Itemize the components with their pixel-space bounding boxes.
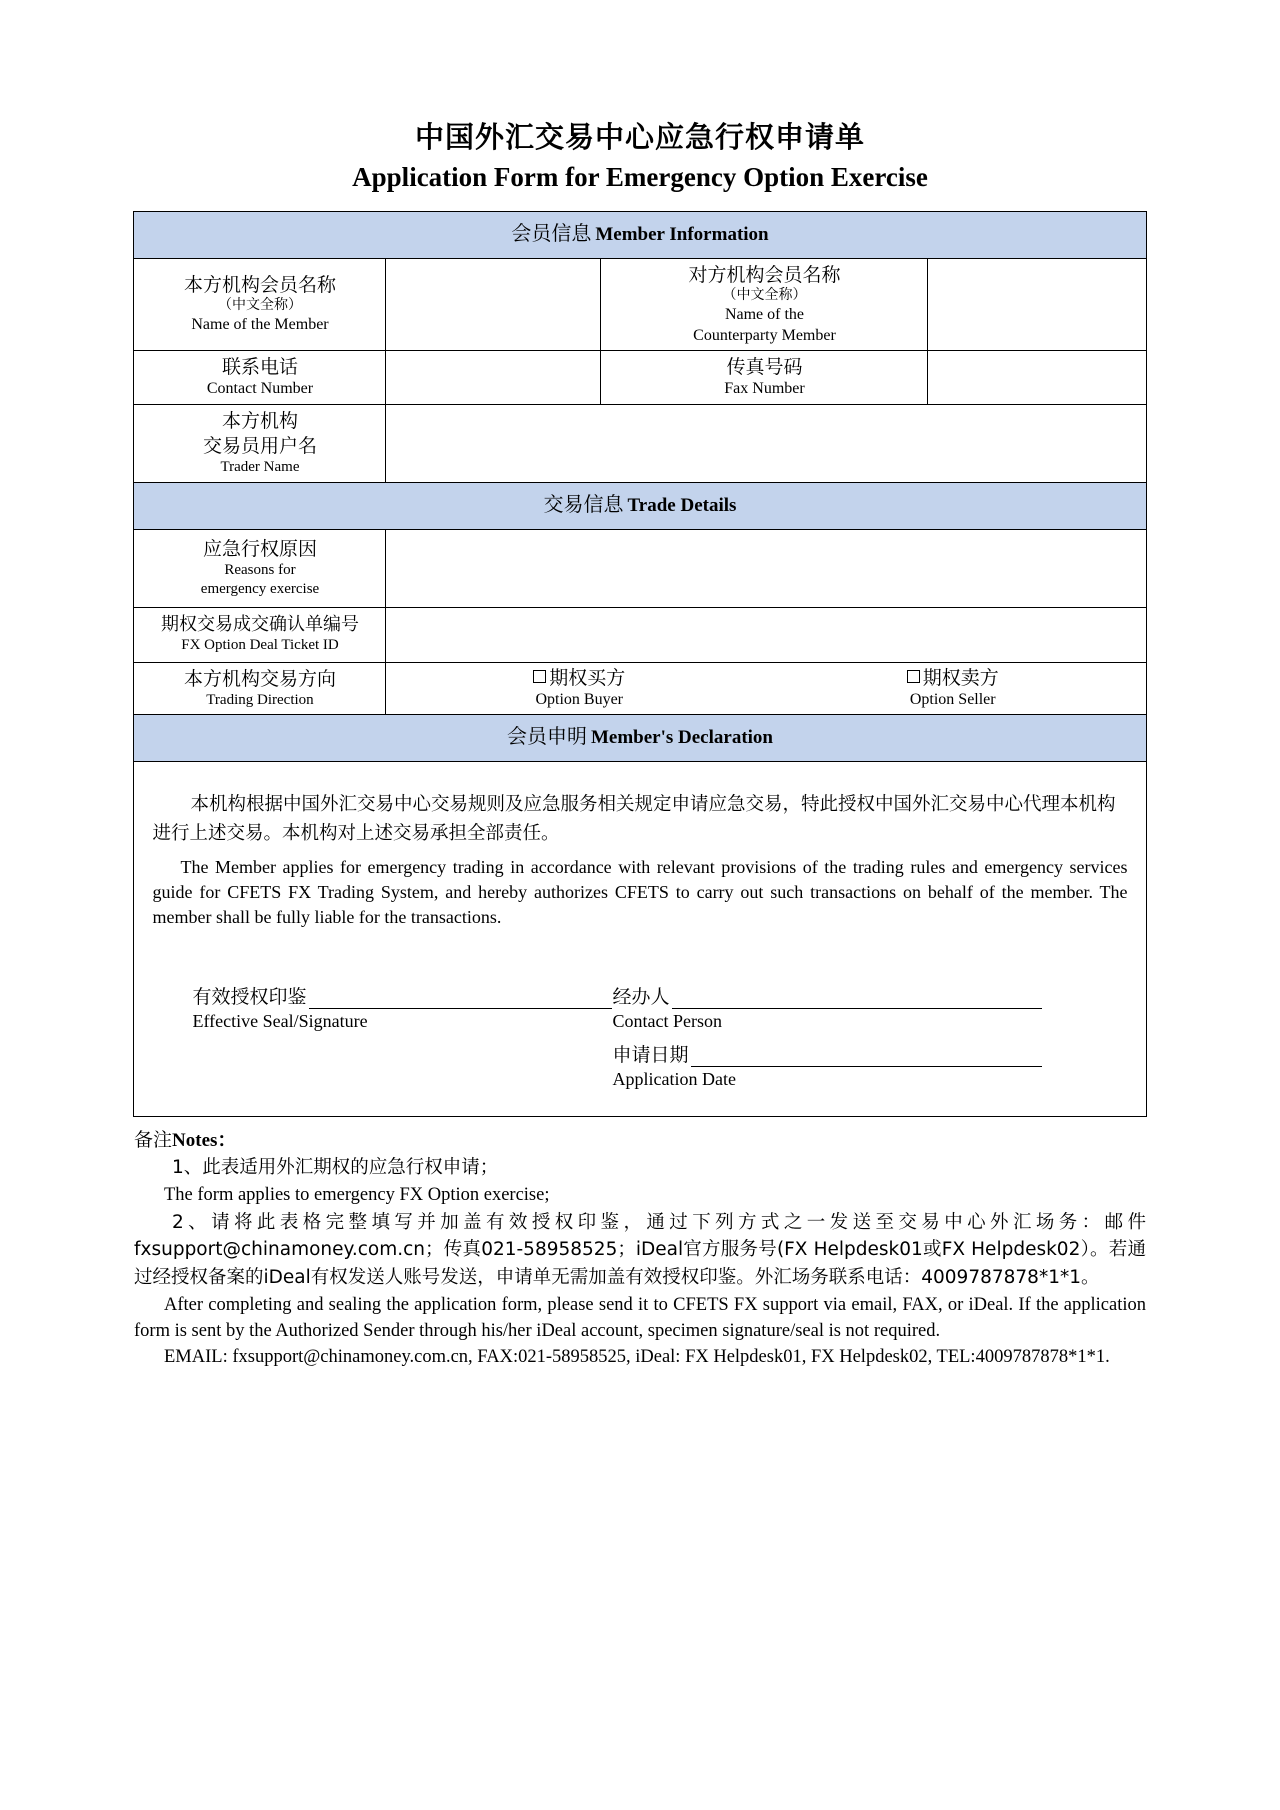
- declaration-paragraph-en: The Member applies for emergency trading in accordance with relevant provisions of the trading rules and emergency services guide for CFETS FX Trading System, and hereby authorizes CFETS to carry out such transactions on behalf of the member. The member shall be fully liable for the transactions.: [152, 856, 1128, 928]
- option-buyer[interactable]: [533, 667, 625, 711]
- notes-section: [134, 1127, 1146, 1371]
- trading-direction-en: Trading Direction: [206, 691, 314, 708]
- page-title-cn: 中国外汇交易中心应急行权申请单: [414, 120, 865, 154]
- member-info-band: [134, 212, 1146, 259]
- member-name-en: Name of the Member: [191, 316, 329, 334]
- member-name-cn: 本方机构会员名称: [183, 274, 336, 297]
- reason-en-line1: Reasons for: [224, 561, 296, 578]
- counterparty-name-en-line1: Name of the: [724, 306, 805, 324]
- label-ticket-id: [134, 607, 386, 662]
- label-counterparty-name: [601, 258, 928, 350]
- declaration-paragraph-cn: 本机构根据中国外汇交易中心交易规则及应急服务相关规定申请应急交易，特此授权中国外汇交易中心代理本机构进行上述交易。本机构对上述交易承担全部责任。: [152, 794, 1116, 845]
- declaration-body: [134, 761, 1146, 1116]
- reason-en-line2: emergency exercise: [200, 581, 320, 598]
- page-title-en: Application Form for Emergency Option Exercise: [352, 161, 928, 192]
- signature-area: [152, 982, 1127, 1090]
- fax-number-en: Fax Number: [724, 380, 805, 398]
- table-row-names: [134, 258, 1146, 350]
- seal-block: [192, 982, 612, 1090]
- input-fax-number[interactable]: [928, 351, 1146, 405]
- declaration-en: Member's Declaration: [590, 727, 773, 749]
- member-info-cn: 会员信息: [511, 221, 592, 246]
- input-ticket-id[interactable]: [386, 607, 1146, 662]
- application-date-label-cn: 申请日期: [612, 1044, 689, 1067]
- counterparty-name-en-line2: Counterparty Member: [693, 326, 836, 344]
- label-trader-name: [134, 404, 386, 482]
- ticket-id-en: FX Option Deal Ticket ID: [181, 637, 339, 654]
- table-row-trader: [134, 404, 1146, 482]
- notes-item1-en: The form applies to emergency FX Option exercise;: [164, 1185, 550, 1206]
- application-date-input-line[interactable]: [691, 1050, 1043, 1067]
- input-contact-number[interactable]: [386, 351, 601, 405]
- reason-cn: 应急行权原因: [202, 537, 317, 560]
- notes-item2-en: After completing and sealing the application form, please send it to CFETS FX support via email, FAX, or iDeal. If the application form is sent by the Authorized Sender through his/her iDeal account, specimen signature/seal is not required.: [134, 1294, 1146, 1342]
- option-buyer-en: Option Buyer: [535, 691, 623, 709]
- notes-heading-en: Notes：: [172, 1129, 237, 1151]
- notes-heading: [134, 1127, 1146, 1155]
- option-buyer-cn-wrap: [533, 667, 625, 691]
- label-member-name: [134, 258, 386, 350]
- contact-person-label-cn: 经办人: [612, 986, 670, 1009]
- checkbox-icon-option-seller[interactable]: [907, 670, 920, 683]
- trader-name-cn-line2: 交易员用户名: [202, 434, 317, 457]
- contact-date-block: [612, 982, 1042, 1090]
- application-date-label-en: Application Date: [612, 1069, 736, 1090]
- notes-item2-cn: 2、请将此表格完整填写并加盖有效授权印鉴，通过下列方式之一发送至交易中心外汇场务：邮件fxsupport@chinamoney.com.cn；传真021-58958525；iDeal官方服务号(FX Helpdesk01或FX Helpdesk02）。若通过经授权备案的iDeal有权发送人账号发送，申请单无需加盖有效授权印鉴。外汇场务联系电话：4009787878*1*1。: [134, 1211, 1146, 1288]
- input-trader-name[interactable]: [386, 404, 1146, 482]
- option-seller-cn-wrap: [907, 667, 999, 691]
- contact-number-en: Contact Number: [206, 380, 314, 398]
- section-header-trade-details: [134, 482, 1146, 529]
- counterparty-name-cn: 对方机构会员名称: [688, 263, 841, 286]
- table-row-contacts: [134, 351, 1146, 405]
- seal-label-cn: 有效授权印鉴: [192, 986, 307, 1009]
- application-form-table: [133, 211, 1146, 1117]
- option-seller[interactable]: [907, 667, 999, 711]
- label-reason: [134, 529, 386, 607]
- table-row-reason: [134, 529, 1146, 607]
- label-trading-direction: [134, 662, 386, 715]
- contact-number-cn: 联系电话: [221, 356, 298, 379]
- section-header-declaration: [134, 715, 1146, 762]
- input-reason[interactable]: [386, 529, 1146, 607]
- trade-details-band: [134, 482, 1146, 529]
- notes-heading-cn: 备注: [134, 1128, 173, 1151]
- input-member-name[interactable]: [386, 258, 601, 350]
- option-seller-en: Option Seller: [909, 691, 996, 709]
- trader-name-cn-line1: 本方机构: [221, 410, 298, 433]
- seal-label-en: Effective Seal/Signature: [192, 1011, 368, 1032]
- contact-person-label-en: Contact Person: [612, 1011, 722, 1032]
- seal-input-line[interactable]: [309, 992, 613, 1009]
- counterparty-name-cn-sub: （中文全称）: [722, 287, 807, 304]
- checkbox-icon-option-buyer[interactable]: [533, 670, 546, 683]
- section-header-member-info: [134, 212, 1146, 259]
- notes-item1-cn: 1、此表适用外汇期权的应急行权申请；: [172, 1157, 499, 1179]
- input-counterparty-name[interactable]: [928, 258, 1146, 350]
- member-name-cn-sub: （中文全称）: [217, 297, 302, 314]
- declaration-cn: 会员申明: [506, 724, 587, 749]
- ticket-id-cn: 期权交易成交确认单编号: [160, 614, 359, 636]
- trading-direction-cn: 本方机构交易方向: [183, 667, 336, 690]
- trade-details-en: Trade Details: [627, 494, 737, 516]
- fax-number-cn: 传真号码: [726, 356, 803, 379]
- table-row-trading-direction: [134, 662, 1146, 715]
- trader-name-en: Trader Name: [220, 459, 300, 476]
- label-contact-number: [134, 351, 386, 405]
- trade-details-cn: 交易信息: [543, 491, 624, 516]
- contact-person-input-line[interactable]: [672, 992, 1043, 1009]
- option-buyer-cn: 期权买方: [549, 666, 626, 689]
- notes-contacts-en: EMAIL: fxsupport@chinamoney.com.cn, FAX:021-58958525, iDeal: FX Helpdesk01, FX Helpdesk02, TEL:4009787878*1*1.: [164, 1347, 1110, 1368]
- option-seller-cn: 期权卖方: [922, 666, 999, 689]
- table-row-ticket-id: [134, 607, 1146, 662]
- table-row-declaration-body: [134, 761, 1146, 1116]
- label-fax-number: [601, 351, 928, 405]
- trading-direction-options: [386, 662, 1146, 715]
- member-info-en: Member Information: [595, 224, 769, 246]
- declaration-band: [134, 715, 1146, 762]
